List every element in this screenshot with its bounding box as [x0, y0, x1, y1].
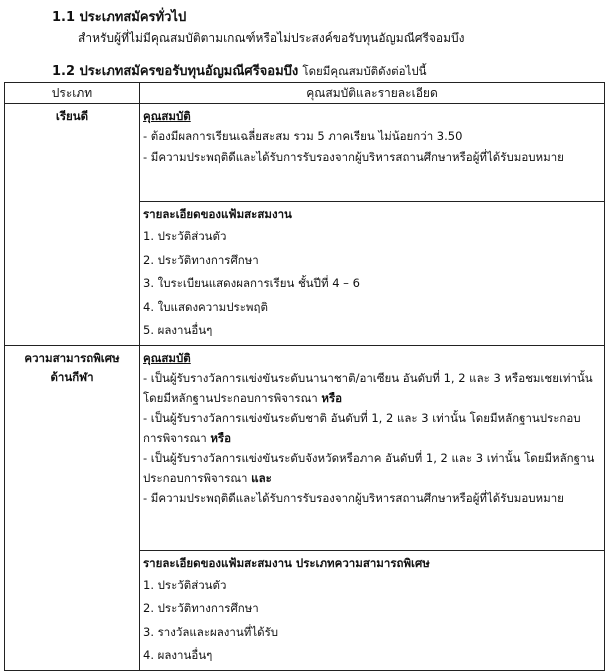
qualification-item: - ต้องมีผลการเรียนเฉลี่ยสะสม รวม 5 ภาคเรียน ไม่น้อยกว่า 3.50	[143, 129, 463, 143]
portfolio-item: 2. ประวัติทางการศึกษา	[143, 601, 259, 615]
scholarship-table	[4, 82, 605, 671]
table-row	[5, 345, 605, 550]
type-cell-sports	[5, 345, 140, 670]
portfolio-cell	[140, 550, 605, 670]
portfolio-item: 4. ผลงานอื่นๆ	[143, 648, 213, 662]
qualification-item: - มีความประพฤติดีและได้รับการรับรองจากผู้บริหารสถานศึกษาหรือผู้ที่ได้รับมอบหมาย	[143, 490, 564, 505]
type-label-line-2: ด้านกีฬา	[50, 369, 94, 384]
section-1-text: สำหรับผู้ที่ไม่มีคุณสมบัติตามเกณฑ์หรือไม่ประสงค์ขอรับทุนอัญมณีศรีจอมบึง	[78, 31, 465, 45]
portfolio-item: 4. ใบแสดงความประพฤติ	[143, 299, 268, 314]
portfolio-item: 3. ใบระเบียนแสดงผลการเรียน ชั้นปีที่ 4 – 6	[143, 276, 360, 290]
portfolio-item: 1. ประวัติส่วนตัว	[143, 577, 227, 592]
section-2-heading	[52, 60, 427, 81]
portfolio-item: 5. ผลงานอื่นๆ	[143, 323, 213, 337]
section-2-title: 1.2 ประเภทสมัครขอรับทุนอัญมณีศรีจอมบึง	[52, 64, 299, 79]
table-row	[5, 104, 605, 202]
portfolio-title: รายละเอียดของแฟ้มสะสมงาน	[143, 207, 292, 221]
header-details: คุณสมบัติและรายละเอียด	[140, 83, 605, 104]
section-1-heading: 1.1 ประเภทสมัครทั่วไป	[52, 10, 187, 25]
qualification-item: - เป็นผู้รับรางวัลการแข่งขันระดับจังหวัดหรือภาค อันดับที่ 1, 2 และ 3 เท่านั้น โดยมีหลักฐานประกอบการพิจารณา และ	[143, 450, 595, 485]
portfolio-item: 3. รางวัลและผลงานที่ได้รับ	[143, 624, 279, 639]
qualification-title: คุณสมบัติ	[143, 350, 191, 365]
portfolio-cell	[140, 202, 605, 346]
qualification-cell	[140, 345, 605, 550]
qualification-cell	[140, 104, 605, 202]
table-header-row	[5, 83, 605, 104]
qualification-item: - มีความประพฤติดีและได้รับการรับรองจากผู้บริหารสถานศึกษาหรือผู้ที่ได้รับมอบหมาย	[143, 150, 564, 164]
header-type: ประเภท	[5, 83, 140, 104]
portfolio-title: รายละเอียดของแฟ้มสะสมงาน ประเภทความสามารถพิเศษ	[143, 555, 430, 570]
type-label: เรียนดี	[55, 109, 89, 123]
qualification-item: - เป็นผู้รับรางวัลการแข่งขันระดับชาติ อันดับที่ 1, 2 และ 3 เท่านั้น โดยมีหลักฐานประกอบการพิจารณา หรือ	[143, 410, 581, 445]
type-label: ความสามารถพิเศษ	[24, 350, 120, 365]
qualification-title: คุณสมบัติ	[143, 109, 191, 123]
portfolio-item: 2. ประวัติทางการศึกษา	[143, 252, 259, 267]
portfolio-item: 1. ประวัติส่วนตัว	[143, 229, 227, 243]
section-2-note: โดยมีคุณสมบัติดังต่อไปนี้	[302, 64, 427, 78]
type-cell-academic	[5, 104, 140, 346]
qualification-item: - เป็นผู้รับรางวัลการแข่งขันระดับนานาชาติ/อาเซียน อันดับที่ 1, 2 และ 3 หรือชมเชยเท่านั้น โดยมีหลักฐานประกอบการพิจารณา หรือ	[143, 370, 593, 405]
